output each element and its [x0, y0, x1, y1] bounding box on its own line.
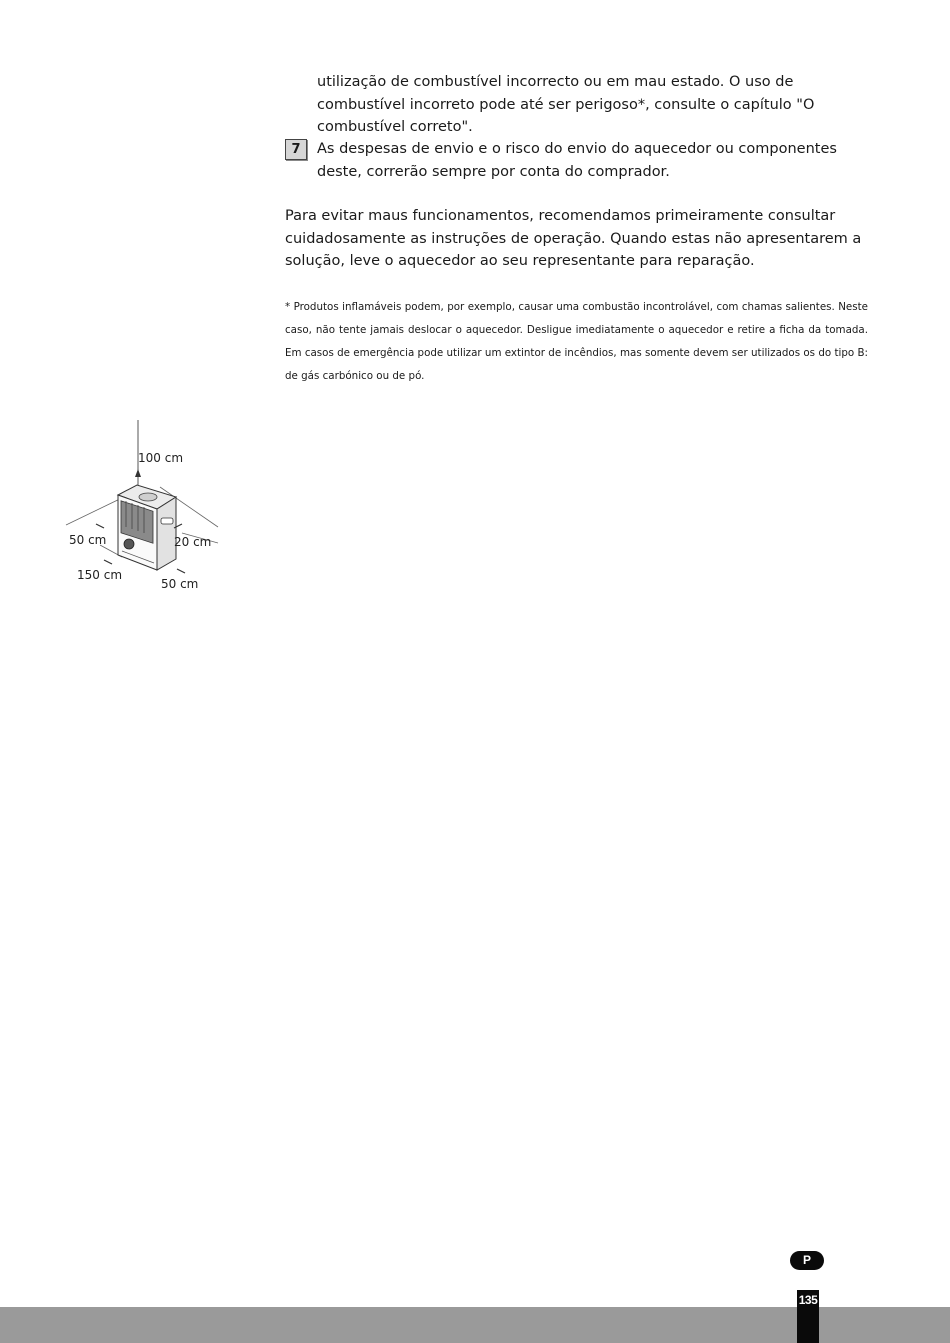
label-left: 50 cm	[69, 533, 107, 547]
arrow-bottom-icon	[177, 569, 185, 573]
heater-clearance-diagram	[60, 415, 230, 600]
heater-icon	[118, 485, 176, 570]
label-front: 150 cm	[77, 568, 123, 582]
language-badge: P	[790, 1251, 824, 1270]
recommendation-paragraph: Para evitar maus funcionamentos, recomendamos primeiramente consultar cuidadosamente as instruções de operação. Quando estas não apresentarem a solução, leve o aquecedor ao seu representante para reparação.	[285, 208, 862, 269]
arrow-up-icon	[135, 469, 141, 477]
item-7-text: As despesas de envio e o risco do envio do aquecedor ou componentes deste, correrão sempre por conta do comprador.	[317, 141, 837, 180]
label-top: 100 cm	[138, 451, 184, 465]
label-right: 20 cm	[174, 535, 212, 549]
footnote: * Produtos inflamáveis podem, por exemplo, causar uma combustão incontrolável, com chamas salientes. Neste caso, não tente jamais deslocar o aquecedor. Desligue imediatamente o aquecedor e retire a ficha da tomada. Em casos de emergência pode utilizar um extintor de incêndios, mas somente devem ser utilizados os do tipo B: de gás carbónico ou de pó.	[285, 301, 868, 382]
arrow-front-icon	[104, 560, 112, 564]
paragraph-continued: utilização de combustível incorrecto ou em mau estado. O uso de combustível incorreto pode até ser perigoso*, consulte o capítulo "O combustível correto".	[317, 74, 815, 135]
arrow-left-icon	[96, 524, 104, 528]
page-number: 135	[797, 1290, 819, 1343]
item-number-7: 7	[285, 139, 307, 160]
label-bottom: 50 cm	[161, 577, 199, 591]
